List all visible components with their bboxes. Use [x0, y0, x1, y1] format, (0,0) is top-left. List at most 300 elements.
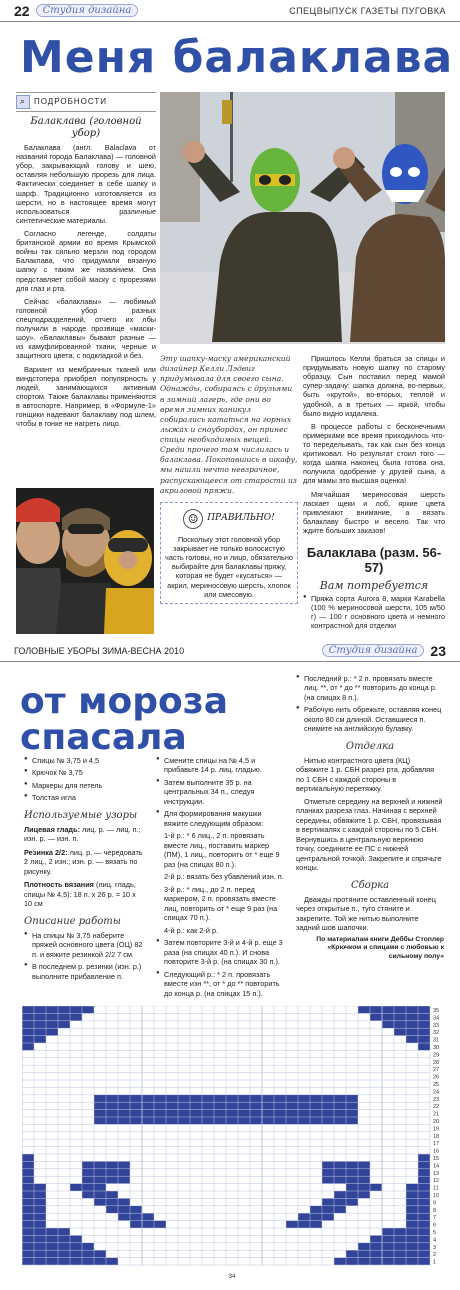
- chart-cell-filled: [118, 1169, 130, 1176]
- chart-cell-filled: [298, 1117, 310, 1124]
- chart-row-number: 15: [433, 1156, 440, 1162]
- chart-cell-filled: [214, 1117, 226, 1124]
- chart-cell-filled: [82, 1184, 94, 1191]
- chart-cell-filled: [358, 1176, 370, 1183]
- chart-cell-filled: [406, 1028, 418, 1035]
- chart-cell-filled: [418, 1221, 430, 1228]
- chart-cell-filled: [34, 1013, 46, 1020]
- chart-cell-filled: [322, 1213, 334, 1220]
- chart-cell-filled: [94, 1110, 106, 1117]
- chart-cell-filled: [190, 1102, 202, 1109]
- chart-cell-filled: [286, 1095, 298, 1102]
- column-2: [156, 756, 286, 1001]
- chart-cell-filled: [94, 1184, 106, 1191]
- page-title: от мороза спасала: [20, 681, 229, 758]
- page-number: 23: [430, 642, 446, 659]
- chart-cell-filled: [106, 1095, 118, 1102]
- chart-cell-filled: [262, 1095, 274, 1102]
- chart-cell-filled: [406, 1250, 418, 1257]
- chart-cell-filled: [34, 1021, 46, 1028]
- tip-text: Поскольку этот головной убор закрывает не только волосистую часть головы, но и лицо, обязательно выбирайте для балаклавы пряжу, которая не будет «кусаться» — акрил, мериносовую шерсть, хлопок или смесовую.: [165, 535, 293, 599]
- chart-cell-filled: [130, 1213, 142, 1220]
- chart-cell-filled: [106, 1258, 118, 1265]
- chart-cell-filled: [346, 1198, 358, 1205]
- chart-cell-filled: [106, 1161, 118, 1168]
- finishing-paragraph: Отметьте середину на верхней и нижней планках разреза глаз. Начиная с верхней середины, обвяжите 1 р. СБН, провязывая в вертикалях с каждой стороны по 5 СБН. Вернувшись в центральную верхнюю точку, соедините ее ПС с нижней центральной точкой. Закрепите и спрячьте концы.: [296, 796, 443, 873]
- chart-cell-filled: [46, 1243, 58, 1250]
- chart-cell-filled: [82, 1243, 94, 1250]
- chart-row-number: 34: [433, 1015, 440, 1022]
- chart-cell-filled: [262, 1110, 274, 1117]
- chart-cell-filled: [118, 1095, 130, 1102]
- chart-row-number: 13: [433, 1170, 440, 1177]
- chart-cell-filled: [298, 1095, 310, 1102]
- chart-cell-filled: [154, 1110, 166, 1117]
- chart-row-number: 11: [433, 1185, 439, 1192]
- special-issue-label: СПЕЦВЫПУСК ГАЗЕТЫ ПУГОВКА: [289, 5, 446, 16]
- chart-cell-filled: [346, 1117, 358, 1124]
- chart-cell-filled: [154, 1117, 166, 1124]
- chart-cell-filled: [22, 1169, 34, 1176]
- chart-cell-filled: [94, 1169, 106, 1176]
- chart-cell-filled: [382, 1243, 394, 1250]
- chart-cell-filled: [82, 1161, 94, 1168]
- instruction-step: ● Рабочую нить обрежьте, оставляя конец около 80 см длиной. Оставшиеся п. снимите на английскую булавку.: [296, 705, 444, 733]
- chart-row-number: 10: [433, 1193, 440, 1199]
- chart-cell-filled: [418, 1176, 430, 1183]
- chart-cell-filled: [418, 1169, 430, 1176]
- chart-cell-filled: [358, 1184, 370, 1191]
- chart-row-number: 26: [433, 1074, 440, 1081]
- chart-row-number: 18: [433, 1133, 440, 1140]
- chart-cell-filled: [22, 1198, 34, 1205]
- chart-cell-filled: [58, 1006, 70, 1013]
- pattern-rib: Резинка 2/2: лиц. р. — чередовать 2 лиц., 2 изн.; изн. р. — вязать по рисунку.: [24, 847, 143, 876]
- chart-cell-filled: [142, 1221, 154, 1228]
- chart-cell-filled: [70, 1006, 82, 1013]
- chart-cell-filled: [382, 1021, 394, 1028]
- chart-cell-filled: [406, 1006, 418, 1013]
- chart-cell-filled: [58, 1250, 70, 1257]
- chart-cell-filled: [22, 1213, 34, 1220]
- instruction-step: ● В последнем р. резинки (изн. р.) выполните прибавление п.: [24, 962, 144, 981]
- chart-cell-filled: [58, 1013, 70, 1020]
- chart-row-number: 22: [433, 1104, 440, 1111]
- chart-cell-filled: [346, 1169, 358, 1176]
- chart-row-number: 3: [433, 1244, 437, 1251]
- story-paragraph: Пришлось Келли браться за спицы и придумывать новую шапку по старому образцу. Сын поставил перед мамой супер-задачу: шапка должна, во-первых, быть «крутой», во-вторых, теплой и удобной, а в третьих — яркой, чтобы было видно издалека.: [303, 354, 445, 418]
- chart-cell-filled: [130, 1117, 142, 1124]
- chart-cell-filled: [334, 1110, 346, 1117]
- chart-row-number: 35: [433, 1008, 440, 1014]
- chart-cell-filled: [406, 1206, 418, 1213]
- chart-cell-filled: [202, 1117, 214, 1124]
- chart-cell-filled: [370, 1184, 382, 1191]
- chart-cell-filled: [178, 1095, 190, 1102]
- chart-cell-filled: [106, 1191, 118, 1198]
- chart-row-number: 7: [433, 1215, 437, 1222]
- chart-row-number: 19: [433, 1126, 440, 1133]
- work-heading: Описание работы: [24, 915, 121, 927]
- chart-cell-filled: [82, 1191, 94, 1198]
- chart-cell-filled: [286, 1221, 298, 1228]
- chart-cell-filled: [238, 1095, 250, 1102]
- chart-cell-filled: [22, 1243, 34, 1250]
- instruction-step: ● Смените спицы на № 4,5 и прибавьте 14 р. лиц. гладью.: [156, 756, 286, 775]
- details-tag: ⌕ ПОДРОБНОСТИ: [16, 92, 156, 112]
- column-1: [24, 756, 144, 984]
- chart-cell-filled: [334, 1161, 346, 1168]
- page-23: [0, 640, 460, 1290]
- chart-cell-filled: [118, 1161, 130, 1168]
- chart-cell-filled: [106, 1117, 118, 1124]
- chart-cell-filled: [394, 1228, 406, 1235]
- chart-cell-filled: [394, 1250, 406, 1257]
- chart-cell-filled: [394, 1243, 406, 1250]
- chart-row-number: 21: [433, 1111, 440, 1118]
- pattern-stockinette: Лицевая гладь: лиц. р. — лиц. п.; изн. р. — изн. п.: [24, 824, 141, 844]
- chart-cell-filled: [238, 1110, 250, 1117]
- chart-cell-filled: [370, 1258, 382, 1265]
- story-paragraph: Мягчайшая мериносовая шерсть ласкает щеки и лоб, яркие цвета привлекают внимание, а вязать балаклаву быстро и весело. Так что ждите больших заказов!: [303, 489, 445, 535]
- chart-cell-filled: [70, 1235, 82, 1242]
- chart-cell-filled: [418, 1198, 430, 1205]
- chart-cell-filled: [178, 1117, 190, 1124]
- chart-cell-filled: [202, 1110, 214, 1117]
- chart-cell-filled: [106, 1102, 118, 1109]
- magnifier-icon: ⌕: [16, 95, 30, 109]
- details-paragraph: Сейчас «балаклавы» — любимый головной убор разных спецподразделений, отчего их лбы получили в народе прозвище «маски-шоу». «Балаклавы» бывают разные — из камуфлированной ткани, черные и защитного цвета, с подкладкой и без.: [16, 296, 156, 361]
- chart-cell-filled: [142, 1117, 154, 1124]
- page-title: Меня балаклава: [20, 32, 454, 83]
- chart-cell-filled: [406, 1036, 418, 1043]
- chart-cell-filled: [322, 1161, 334, 1168]
- chart-row-number: 33: [433, 1022, 440, 1029]
- chart-cell-filled: [94, 1258, 106, 1265]
- chart-cell-filled: [346, 1191, 358, 1198]
- chart-cell-filled: [250, 1117, 262, 1124]
- chart-cell-filled: [382, 1250, 394, 1257]
- chart-cell-filled: [394, 1021, 406, 1028]
- chart-cell-filled: [418, 1161, 430, 1168]
- chart-cell-filled: [190, 1095, 202, 1102]
- chart-row-number: 24: [433, 1089, 440, 1096]
- chart-cell-filled: [166, 1117, 178, 1124]
- finishing-heading: Отделка: [345, 740, 395, 752]
- chart-cell-filled: [418, 1191, 430, 1198]
- chart-cell-filled: [226, 1110, 238, 1117]
- chart-row-numbers: [433, 1008, 439, 1266]
- chart-cell-filled: [358, 1243, 370, 1250]
- chart-cell-filled: [166, 1110, 178, 1117]
- chart-row-number: 14: [433, 1163, 440, 1170]
- chart-cell-filled: [70, 1243, 82, 1250]
- chart-cell-filled: [106, 1110, 118, 1117]
- chart-cell-filled: [286, 1110, 298, 1117]
- chart-cell-filled: [334, 1176, 346, 1183]
- chart-cell-filled: [94, 1117, 106, 1124]
- chart-cell-filled: [370, 1013, 382, 1020]
- chart-row-number: 23: [433, 1096, 440, 1103]
- chart-cell-filled: [370, 1006, 382, 1013]
- chart-cell-filled: [346, 1095, 358, 1102]
- chart-cell-filled: [334, 1117, 346, 1124]
- tool-item: ● Толстая игла: [24, 793, 144, 802]
- street-scene-image: [160, 92, 445, 344]
- chart-cell-filled: [310, 1206, 322, 1213]
- chart-cell-filled: [238, 1117, 250, 1124]
- chart-row-number: 31: [433, 1037, 440, 1044]
- chart-cell-filled: [82, 1176, 94, 1183]
- chart-row-number: 30: [433, 1045, 440, 1051]
- chart-cell-filled: [58, 1243, 70, 1250]
- page-header: [0, 0, 460, 22]
- chart-cell-filled: [34, 1235, 46, 1242]
- chart-cell-filled: [118, 1110, 130, 1117]
- chart-cell-filled: [298, 1213, 310, 1220]
- chart-cell-filled: [94, 1191, 106, 1198]
- instruction-step: 2-й р.: вязать без убавлений изн. п.: [164, 872, 284, 882]
- chart-cell-filled: [370, 1243, 382, 1250]
- chart-cell-filled: [310, 1213, 322, 1220]
- chart-cell-filled: [418, 1184, 430, 1191]
- tool-item: ● Крючок № 3,75: [24, 768, 144, 777]
- chart-cell-filled: [118, 1117, 130, 1124]
- chart-cell-filled: [142, 1213, 154, 1220]
- chart-cell-filled: [418, 1006, 430, 1013]
- chart-cell-filled: [34, 1036, 46, 1043]
- chart-cell-filled: [34, 1206, 46, 1213]
- chart-cell-filled: [310, 1117, 322, 1124]
- chart-cell-filled: [34, 1213, 46, 1220]
- chart-cell-filled: [286, 1102, 298, 1109]
- chart-row-number: 25: [433, 1082, 440, 1088]
- chart-cell-filled: [250, 1095, 262, 1102]
- chart-cell-filled: [34, 1258, 46, 1265]
- chart-cell-filled: [310, 1095, 322, 1102]
- chart-cell-filled: [202, 1095, 214, 1102]
- chart-cell-filled: [346, 1184, 358, 1191]
- chart-cell-filled: [382, 1235, 394, 1242]
- chart-cell-filled: [346, 1250, 358, 1257]
- chart-cell-filled: [418, 1043, 430, 1050]
- chart-cell-filled: [46, 1028, 58, 1035]
- chart-cell-filled: [34, 1198, 46, 1205]
- chart-cell-filled: [226, 1102, 238, 1109]
- chart-cell-filled: [118, 1198, 130, 1205]
- chart-cell-filled: [250, 1102, 262, 1109]
- chart-cell-filled: [226, 1095, 238, 1102]
- chart-cell-filled: [322, 1198, 334, 1205]
- page-22: [0, 0, 460, 640]
- chart-cell-filled: [82, 1250, 94, 1257]
- main-photo: [160, 92, 445, 344]
- chart-cell-filled: [142, 1095, 154, 1102]
- chart-row-number: 1: [433, 1259, 437, 1266]
- chart-cell-filled: [394, 1028, 406, 1035]
- assembly-paragraph: Дважды протяните оставленный конец через открытые п., туго стяните и закрепите. Той же нитью выполните задний шов шапочки.: [296, 894, 436, 933]
- materials-text: ● Пряжа сорта Aurora 8, марки Karabella (100 % мериносовой шерсти, 105 м/50 г) — 100 г основного цвета и немного контрастной для отделки: [303, 594, 445, 630]
- chart-cell-filled: [346, 1161, 358, 1168]
- chart-cell-filled: [322, 1169, 334, 1176]
- patterns-heading: Используемые узоры: [24, 809, 138, 821]
- chart-cell-filled: [142, 1110, 154, 1117]
- chart-cell-filled: [334, 1169, 346, 1176]
- chart-cell-filled: [22, 1036, 34, 1043]
- chart-cell-filled: [94, 1095, 106, 1102]
- chart-cell-filled: [178, 1110, 190, 1117]
- source-credit: По материалам книги Деббы Стоплер «Крючком и спицами с любовью к сильному полу»: [316, 935, 444, 961]
- chart-row-number: 28: [433, 1059, 440, 1066]
- instruction-step: ● Следующий р.: * 2 п. провязать вместе изн **, от * до ** повторить до конца р. (на спицах 15 п.).: [156, 970, 286, 998]
- chart-cell-filled: [34, 1250, 46, 1257]
- chart-cell-filled: [46, 1021, 58, 1028]
- tip-box: [160, 502, 298, 604]
- details-paragraph: Согласно легенде, солдаты британской армии во время Крымской войны так сильно мерзли под городом Балаклава, что придумали вязаную шапку с таким же названием. Она представляет собой маску с прорезями для глаз и рта.: [16, 228, 156, 293]
- chart-cell-filled: [406, 1184, 418, 1191]
- chart-row-number: 6: [433, 1222, 437, 1229]
- chart-row-number: 5: [433, 1230, 437, 1236]
- gauge: Плотность вязания (лиц. гладь, спицы № 4,5): 18 п. х 26 р. = 10 х 10 см: [24, 880, 136, 909]
- chart-cell-filled: [358, 1169, 370, 1176]
- chart-cell-filled: [202, 1102, 214, 1109]
- chart-cell-filled: [130, 1206, 142, 1213]
- chart-cell-filled: [166, 1095, 178, 1102]
- chart-cell-filled: [358, 1250, 370, 1257]
- chart-cell-filled: [22, 1184, 34, 1191]
- chart-row-number: 2: [433, 1252, 437, 1259]
- chart-cell-filled: [406, 1213, 418, 1220]
- chart-cell-filled: [322, 1102, 334, 1109]
- tool-item: ● Спицы № 3,75 и 4,5: [24, 756, 144, 765]
- chart-cell-filled: [58, 1021, 70, 1028]
- chart-cell-filled: [298, 1221, 310, 1228]
- chart-cell-filled: [118, 1206, 130, 1213]
- chart-cell-filled: [346, 1110, 358, 1117]
- chart-cell-filled: [274, 1095, 286, 1102]
- instruction-step: 3-й р.: * лиц., до 2 п. перед маркером, 2 п. провязать вместе лиц, повторить от * еще 9 раз (на спицах 70 п.).: [164, 884, 278, 923]
- chart-cell-filled: [394, 1006, 406, 1013]
- chart-cell-filled: [406, 1021, 418, 1028]
- chart-cell-filled: [322, 1206, 334, 1213]
- chart-cell-filled: [94, 1250, 106, 1257]
- chart-cell-filled: [46, 1235, 58, 1242]
- chart-cell-filled: [34, 1184, 46, 1191]
- chart-cell-filled: [406, 1198, 418, 1205]
- chart-cell-filled: [382, 1258, 394, 1265]
- chart-cell-filled: [406, 1191, 418, 1198]
- chart-cell-filled: [406, 1258, 418, 1265]
- instruction-step: 4-й р.: как 2-й р.: [164, 925, 219, 935]
- materials-box: [303, 545, 445, 633]
- chart-cell-filled: [154, 1221, 166, 1228]
- chart-cell-filled: [298, 1102, 310, 1109]
- chart-cell-filled: [406, 1228, 418, 1235]
- needs-heading: Вам потребуется: [319, 579, 429, 592]
- chart-cell-filled: [274, 1102, 286, 1109]
- chart-cell-filled: [22, 1021, 34, 1028]
- chart-cell-filled: [22, 1161, 34, 1168]
- chart-cell-filled: [334, 1198, 346, 1205]
- chart-cell-filled: [118, 1176, 130, 1183]
- chart-cell-filled: [22, 1043, 34, 1050]
- chart-cell-filled: [418, 1154, 430, 1161]
- chart-cell-filled: [22, 1235, 34, 1242]
- group-photo: [16, 488, 154, 634]
- chart-cell-filled: [34, 1028, 46, 1035]
- chart-cell-filled: [106, 1176, 118, 1183]
- assembly-heading: Сборка: [350, 879, 390, 891]
- chart-cell-filled: [334, 1102, 346, 1109]
- chart-cell-filled: [22, 1176, 34, 1183]
- details-column: [16, 92, 156, 432]
- chart-cell-filled: [406, 1235, 418, 1242]
- chart-cell-filled: [94, 1161, 106, 1168]
- chart-cell-filled: [22, 1191, 34, 1198]
- chart-cell-filled: [286, 1117, 298, 1124]
- chart-cell-filled: [22, 1013, 34, 1020]
- chart-cell-filled: [250, 1110, 262, 1117]
- size-title: Балаклава (разм. 56-57): [306, 545, 442, 575]
- chart-cell-filled: [358, 1161, 370, 1168]
- chart-cell-filled: [94, 1198, 106, 1205]
- chart-cell-filled: [106, 1169, 118, 1176]
- chart-cell-filled: [418, 1213, 430, 1220]
- chart-cell-filled: [418, 1013, 430, 1020]
- chart-cell-filled: [418, 1258, 430, 1265]
- chart-cell-filled: [46, 1228, 58, 1235]
- chart-cell-filled: [238, 1102, 250, 1109]
- smiley-icon: ☺: [183, 509, 203, 529]
- chart-cell-filled: [82, 1169, 94, 1176]
- chart-cell-filled: [406, 1013, 418, 1020]
- chart-cell-filled: [34, 1191, 46, 1198]
- chart-cell-filled: [418, 1021, 430, 1028]
- chart-cell-filled: [34, 1228, 46, 1235]
- details-paragraph: Вариант из мембранных тканей или виндстопера приобрел популярность у людей, занимающихся активным спортом. Также балаклавы применяются в автоспорте. Например, в «Формуле-1» гонщики надевают балаклаву под шлем, чтобы в гонке не нагреть лицо.: [16, 364, 156, 429]
- chart-cell-filled: [58, 1258, 70, 1265]
- chart-cell-filled: [274, 1117, 286, 1124]
- chart-cell-filled: [262, 1102, 274, 1109]
- chart-cell-filled: [370, 1235, 382, 1242]
- chart-cell-filled: [334, 1258, 346, 1265]
- chart-cell-filled: [394, 1235, 406, 1242]
- instruction-step: 1-й р.: * 6 лиц., 2 п. провязать вместе лиц., поставить маркер (ПМ), 1 лиц., повторить от * еще 9 раз (на спицах 80 п.).: [164, 831, 280, 869]
- chart-cell-filled: [418, 1036, 430, 1043]
- page-number: 22: [14, 2, 30, 19]
- instruction-step: ● Последний р.: * 2 п. провязать вместе лиц. **, от * до ** повторить до конца р. (на спицах 8 п.).: [296, 674, 444, 702]
- chart-cell-filled: [118, 1102, 130, 1109]
- chart-cell-filled: [418, 1243, 430, 1250]
- studio-logo: Студия дизайна: [36, 4, 139, 17]
- chart-cell-filled: [418, 1235, 430, 1242]
- chart-cell-filled: [346, 1258, 358, 1265]
- chart-cell-filled: [190, 1117, 202, 1124]
- chart-cell-filled: [334, 1206, 346, 1213]
- chart-cell-filled: [370, 1250, 382, 1257]
- chart-cell-filled: [310, 1110, 322, 1117]
- chart-cell-filled: [346, 1102, 358, 1109]
- chart-cell-filled: [82, 1006, 94, 1013]
- chart-cell-filled: [358, 1006, 370, 1013]
- chart-cell-filled: [106, 1206, 118, 1213]
- chart-cell-filled: [418, 1228, 430, 1235]
- chart-row-number: 27: [433, 1067, 440, 1074]
- photo-caption: Эту шапку-маску американский дизайнер Келли Лэдвиг придумывала для своего сына. Однажды, собираясь с друзьями в зимний лагерь, где они во время зимних каникул собирались кататься на горных лыжах и сноубордах, он принес спицы необходимых вещей. Среди прочего там числилась и балаклава. Покопавшись в шкафу, мы нашли нечто невзрачное, распускающееся от старости из акриловой пряжи.: [160, 354, 298, 495]
- chart-cell-filled: [190, 1110, 202, 1117]
- chart-cell-filled: [118, 1213, 130, 1220]
- chart-cell-filled: [142, 1102, 154, 1109]
